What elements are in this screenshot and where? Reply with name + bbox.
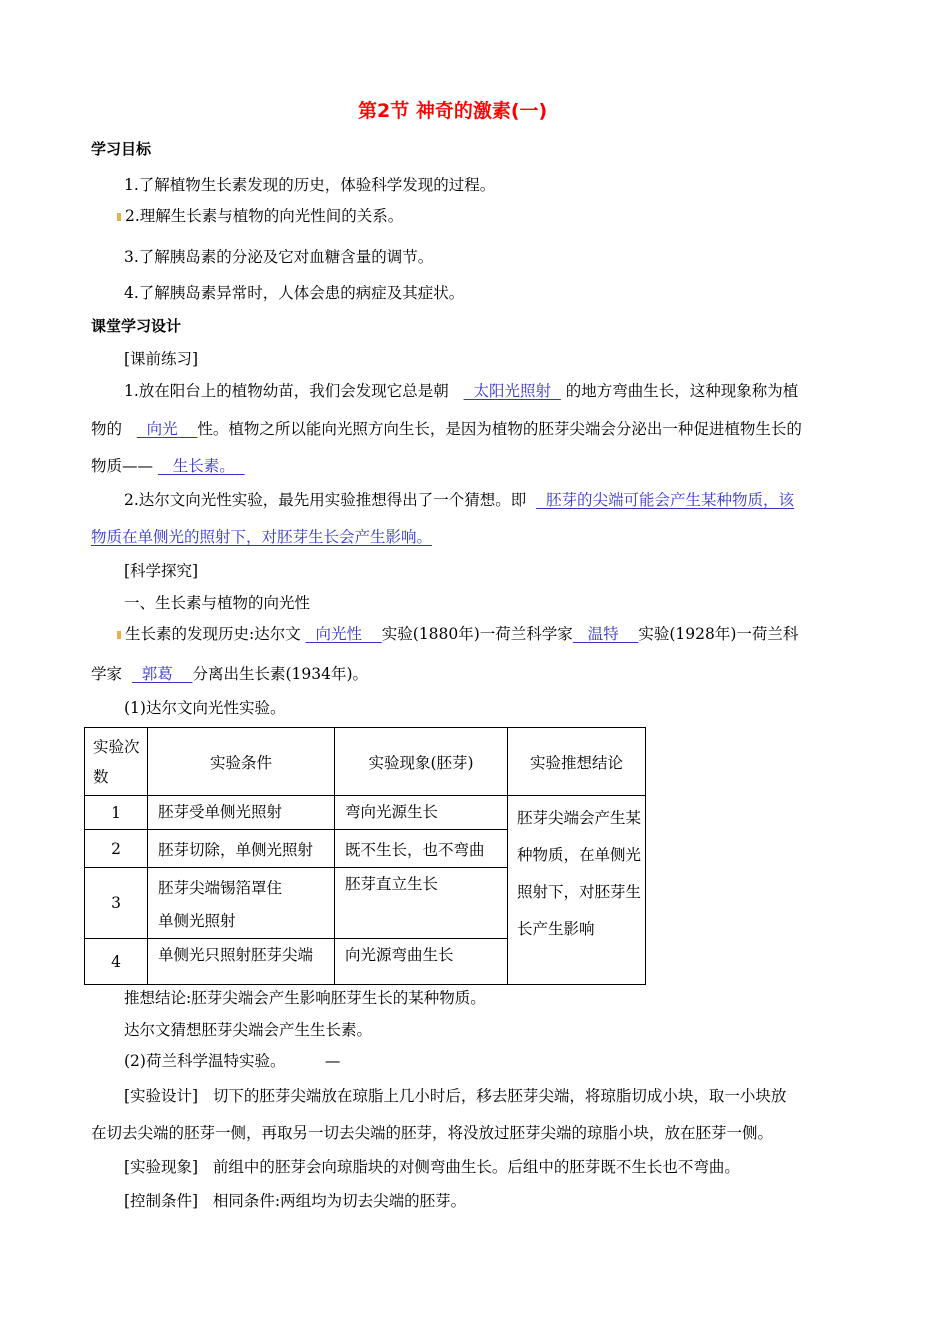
answer-blank: 胚芽的尖端可能会产生某种物质，该 — [546, 491, 795, 509]
marker-icon — [117, 631, 121, 639]
table-cell: 单侧光只照射胚芽尖端 — [148, 939, 335, 985]
table-header: 实验次数 — [85, 728, 148, 796]
table-cell: 向光源弯曲生长 — [335, 939, 508, 985]
section-heading: 一、生长素与植物的向光性 — [124, 594, 311, 612]
table-header: 实验现象(胚芽) — [335, 728, 508, 796]
table-cell: 弯向光源生长 — [335, 796, 508, 830]
guess-text: 达尔文猜想胚芽尖端会产生生长素。 — [124, 1021, 373, 1039]
table-cell: 胚芽切除，单侧光照射 — [148, 830, 335, 868]
control-line: [控制条件] 相同条件:两组均为切去尖端的胚芽。 — [124, 1192, 467, 1210]
table-header: 实验推想结论 — [508, 728, 646, 796]
question-1-line-3: 物质—— 生长素。 — [91, 456, 245, 476]
goal-item: 2.理解生长素与植物的向光性间的关系。 — [117, 206, 403, 226]
experiment-table — [84, 727, 646, 985]
answer-blank: 向光 — [146, 420, 178, 438]
table-cell: 胚芽受单侧光照射 — [148, 796, 335, 830]
goal-item: 1.了解植物生长素发现的历史，体验科学发现的过程。 — [124, 176, 496, 194]
table-cell: 3 — [85, 868, 148, 939]
page-title: 第2节 神奇的激素(一) — [358, 100, 548, 122]
history-line-2: 学家 郭葛 分离出生长素(1934年)。 — [91, 665, 369, 683]
history-line-1: 生长素的发现历史:达尔文 向光性 实验(1880年)一荷兰科学家 温特 实验(1928年)一荷兰科 — [117, 624, 798, 644]
science-label: [科学探究] — [124, 562, 199, 580]
design-line-1: [实验设计] 切下的胚芽尖端放在琼脂上几小时后，移去胚芽尖端，将琼脂切成小块，取一小块放 — [124, 1087, 787, 1105]
answer-blank: 郭葛 — [141, 665, 173, 683]
table-cell-conclusion: 胚芽尖端会产生某种物质，在单侧光照射下，对胚芽生长产生影响 — [508, 796, 646, 985]
answer-blank: 太阳光照射 — [473, 382, 551, 400]
answer-blank: 向光性 — [315, 625, 363, 643]
experiment-2-label: (2)荷兰科学温特实验。 — — [124, 1052, 341, 1070]
experiment-1-label: (1)达尔文向光性实验。 — [124, 699, 286, 717]
table-cell: 1 — [85, 796, 148, 830]
answer-blank: 物质在单侧光的照射下，对胚芽生长会产生影响。 — [91, 528, 433, 546]
pre-exercise-label: [课前练习] — [124, 350, 199, 368]
goal-item: 4.了解胰岛素异常时，人体会患的病症及其症状。 — [124, 284, 465, 302]
table-cell: 胚芽直立生长 — [335, 868, 508, 939]
table-cell: 胚芽尖端锡箔罩住单侧光照射 — [148, 868, 335, 939]
goal-item: 3.了解胰岛素的分泌及它对血糖含量的调节。 — [124, 248, 434, 266]
phenomenon-line: [实验现象] 前组中的胚芽会向琼脂块的对侧弯曲生长。后组中的胚芽既不生长也不弯曲。 — [124, 1158, 740, 1176]
table-row — [85, 796, 646, 830]
question-2-line-1: 2.达尔文向光性实验，最先用实验推想得出了一个猜想。即 胚芽的尖端可能会产生某种物质，该 — [124, 491, 795, 509]
question-1-line-2: 物的 向光 性。植物之所以能向光照方向生长，是因为植物的胚芽尖端会分泌出一种促进植物生长的 — [91, 420, 802, 438]
marker-icon — [117, 213, 121, 221]
inference-text: 推想结论:胚芽尖端会产生影响胚芽生长的某种物质。 — [124, 989, 486, 1007]
question-2-line-2 — [91, 527, 432, 547]
table-cell: 2 — [85, 830, 148, 868]
design-heading: 课堂学习设计 — [91, 317, 182, 335]
answer-blank: 温特 — [587, 625, 619, 643]
table-cell: 既不生长，也不弯曲 — [335, 830, 508, 868]
question-1-line-1: 1.放在阳台上的植物幼苗，我们会发现它总是朝 太阳光照射 的地方弯曲生长，这种现象称为植 — [124, 382, 799, 400]
table-header: 实验条件 — [148, 728, 335, 796]
answer-blank: 生长素。 — [172, 457, 235, 475]
goals-heading: 学习目标 — [91, 140, 152, 158]
design-line-2: 在切去尖端的胚芽一侧，再取另一切去尖端的胚芽，将没放过胚芽尖端的琼脂小块，放在胚芽一侧。 — [91, 1124, 774, 1142]
table-cell: 4 — [85, 939, 148, 985]
